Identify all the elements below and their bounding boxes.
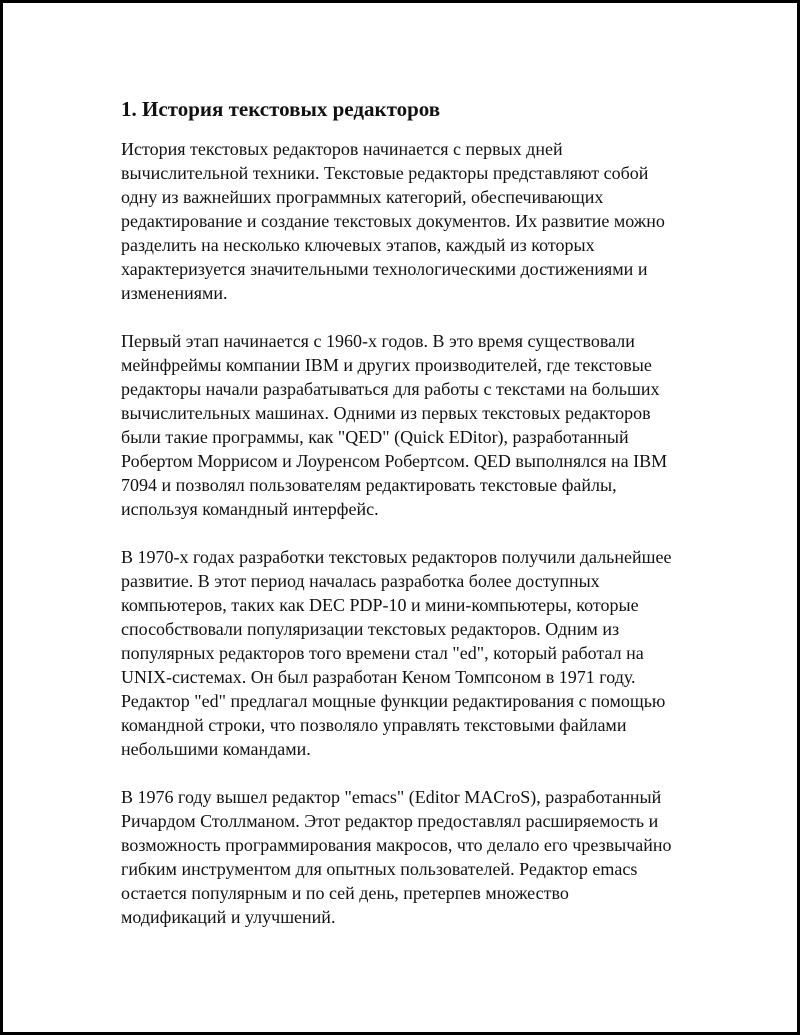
text-line: В 1976 году вышел редактор "emacs" (Editor MACroS), разработанный [121, 787, 662, 807]
text-line: Редактор "ed" предлагал мощные функции редактирования с помощью [121, 691, 666, 711]
text-line: мейнфреймы компании IBM и других производителей, где текстовые [121, 355, 652, 375]
text-line: UNIX-системах. Он был разработан Кеном Томпсоном в 1971 году. [121, 667, 636, 687]
text-line: популярных редакторов того времени стал "ed", который работал на [121, 643, 644, 663]
paragraph-1 [121, 137, 711, 305]
text-line: В 1970-х годах разработки текстовых редакторов получили дальнейшее [121, 547, 672, 567]
text-line: 7094 и позволял пользователям редактировать текстовые файлы, [121, 475, 617, 495]
text-line: редакторы начали разрабатываться для работы с текстами на больших [121, 379, 660, 399]
paragraph-3 [121, 545, 711, 761]
document-content [121, 95, 711, 953]
text-line: командной строки, что позволяло управлять текстовыми файлами [121, 715, 627, 735]
paragraph-4 [121, 785, 711, 929]
text-line: История текстовых редакторов начинается с первых дней [121, 139, 563, 159]
text-line: вычислительных машинах. Одними из первых текстовых редакторов [121, 403, 651, 423]
text-line: вычислительной техники. Текстовые редакторы представляют собой [121, 163, 649, 183]
text-line: развитие. В этот период началась разработка более доступных [121, 571, 600, 591]
text-line: Робертом Моррисом и Лоуренсом Робертсом. QED выполнялся на IBM [121, 451, 668, 471]
text-line: редактирование и создание текстовых документов. Их развитие можно [121, 211, 665, 231]
text-line: используя командный интерфейс. [121, 499, 379, 519]
text-line: изменениями. [121, 283, 228, 303]
paragraph-2 [121, 329, 711, 521]
text-line: характеризуется значительными технологическими достижениями и [121, 259, 648, 279]
text-line: возможность программирования макросов, что делало его чрезвычайно [121, 835, 672, 855]
text-line: остается популярным и по сей день, претерпев множество [121, 883, 569, 903]
text-line: компьютеров, таких как DEC PDP-10 и мини-компьютеры, которые [121, 595, 639, 615]
text-line: гибким инструментом для опытных пользователей. Редактор emacs [121, 859, 638, 879]
text-line: небольшими командами. [121, 739, 311, 759]
text-line: Первый этап начинается с 1960-х годов. В это время существовали [121, 331, 635, 351]
text-line: одну из важнейших программных категорий, обеспечивающих [121, 187, 604, 207]
section-title: 1. История текстовых редакторов [121, 97, 441, 121]
text-line: способствовали популяризации текстовых редакторов. Одним из [121, 619, 620, 639]
text-line: модификаций и улучшений. [121, 907, 336, 927]
text-line: Ричардом Столлманом. Этот редактор предоставлял расширяемость и [121, 811, 659, 831]
text-line: разделить на несколько ключевых этапов, каждый из которых [121, 235, 595, 255]
text-line: были такие программы, как "QED" (Quick EDitor), разработанный [121, 427, 629, 447]
